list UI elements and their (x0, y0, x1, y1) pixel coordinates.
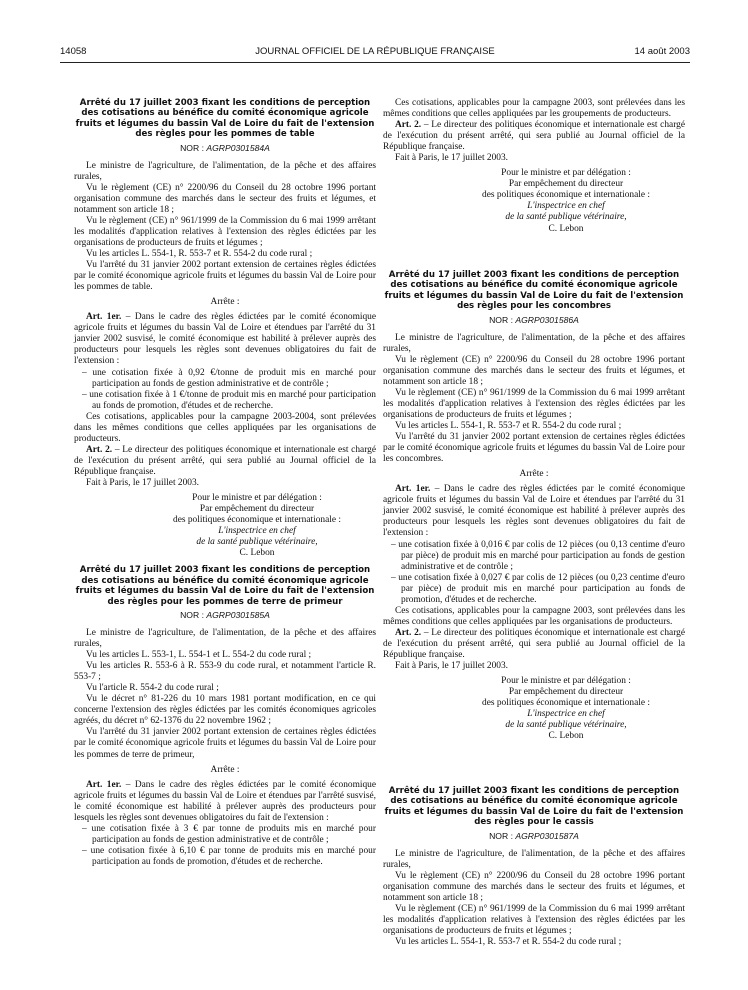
issue-date: 14 août 2003 (634, 46, 690, 57)
article-2: Art. 2. – Le directeur des politiques économique et internationale est chargé de l'exécution du présent arrêté, qui sera publié au Journal officiel de la République française. (383, 120, 685, 153)
paragraph: Vu le règlement (CE) n° 961/1999 de la Commission du 6 mai 1999 arrêtant les modalités d'application relatives à l'extension des règles édictées par les organisations de producteurs de fruits et légumes ; (383, 387, 685, 420)
paragraph: Ces cotisations, applicables pour la campagne 2003, sont prélevées dans les mêmes conditions que celles appliquées par les organisations de producteurs. (383, 605, 685, 627)
signature-block: Pour le ministre et par délégation : Par empêchement du directeur des politiques économique et internationale : L'inspectrice en chef de la santé publique vétérinaire, C. Lebon (383, 168, 685, 234)
header-rule (60, 62, 690, 63)
right-column-continuation (383, 98, 685, 235)
article-1: Art. 1er. – Dans le cadre des règles édictées par le comité économique agricole fruits et légumes du bassin Val de Loire et étendues par l'arrêté du 31 janvier 2002 susvisé, le comité économique est habilité à prélever auprès des producteurs pour lesquels les règles sont devenues obligatoires du fait de l'extension : (74, 312, 377, 367)
nor-reference: NOR : AGRP0301586A (489, 314, 579, 325)
paragraph: Vu les articles L. 554-1, R. 553-7 et R. 554-2 du code rural ; (86, 249, 313, 260)
bullet-item: – une cotisation fixée à 0,027 € par colis de 12 pièces (ou 0,23 centime d'euro par pièce) de produit mis en marché pour participation au fonds de promotion, d'études et de recherche. (391, 572, 685, 605)
paragraph: Ces cotisations, applicables pour la campagne 2003-2004, sont prélevées dans les mêmes conditions que celles appliquées par les organisations de producteurs. (74, 411, 376, 444)
paragraph: Vu le règlement (CE) n° 961/1999 de la Commission du 6 mai 1999 arrêtant les modalités d'application relatives à l'extension des règles édictées par les organisations de producteurs de fruits et légumes ; (383, 903, 685, 936)
arrete-title: Arrêté du 17 juillet 2003 fixant les conditions de perception des cotisations au bénéfice du comité économique agricole fruits et légumes du bassin Val de Loire du fait de l'extension des règles pour les pommes de table (75, 98, 375, 140)
paragraph: Vu le règlement (CE) n° 2200/96 du Conseil du 28 octobre 1996 portant organisation commune des marchés dans le secteur des fruits et légumes, et notamment son article 18 ; (383, 870, 685, 903)
paragraph: Le ministre de l'agriculture, de l'alimentation, de la pêche et des affaires rurales, (74, 627, 376, 650)
paragraph: Vu les articles L. 554-1, R. 553-7 et R. 554-2 du code rural ; (395, 421, 622, 432)
paragraph: Vu l'arrêté du 31 janvier 2002 portant extension de certaines règles édictées par le comité économique agricole fruits et légumes du bassin Val de Loire pour les pommes de table. (74, 260, 376, 293)
arrete-label: Arrête : (519, 469, 549, 480)
paragraph: Vu les articles R. 553-6 à R. 553-9 du code rural, et notamment l'article R. 553-7 ; (74, 661, 376, 683)
signatory-name: C. Lebon (548, 223, 584, 234)
paragraph: Le ministre de l'agriculture, de l'alimentation, de la pêche et des affaires rurales, (74, 160, 376, 182)
arrete-label: Arrête : (210, 297, 240, 308)
arrete-concombres (383, 270, 685, 742)
arrete-label: Arrête : (210, 764, 240, 775)
arrete-title: Arrêté du 17 juillet 2003 fixant les conditions de perception des cotisations au bénéfice du comité économique agricole fruits et légumes du bassin Val de Loire du fait de l'extension des règles pour les concombres (384, 270, 684, 312)
paragraph: Vu l'article R. 554-2 du code rural ; (86, 683, 219, 694)
bullet-item: – une cotisation fixée à 0,92 €/tonne de produit mis en marché pour participation au fonds de gestion administrative et de contrôle ; (82, 367, 376, 389)
paragraph: Vu l'arrêté du 31 janvier 2002 portant extension de certaines règles édictées par le comité économique agricole fruits et légumes du bassin Val de Loire pour les concombres. (383, 432, 685, 465)
bullet-item: – une cotisation fixée à 6,10 € par tonne de produits mis en marché pour participation au fonds de promotion, d'études et de recherche. (82, 845, 376, 867)
nor-reference: NOR : AGRP0301587A (489, 830, 579, 841)
signatory-name: C. Lebon (548, 731, 584, 742)
article-1: Art. 1er. – Dans le cadre des règles édictées par le comité économique agricole fruits et légumes du bassin Val de Loire et étendues par l'arrêté susvisé, le comité économique est habilité à prélever auprès des producteurs pour lesquels les règles sont devenues obligatoires du fait de l'extension : (74, 779, 377, 823)
signature-block: Pour le ministre et par délégation : Par empêchement du directeur des politiques économique et internationale : L'inspectrice en chef de la santé publique vétérinaire, C. Lebon (74, 493, 376, 559)
article-2: Art. 2. – Le directeur des politiques économique et internationale est chargé de l'exécution du présent arrêté, qui sera publié au Journal officiel de la République française. (74, 444, 376, 477)
paragraph: Vu le règlement (CE) n° 2200/96 du Conseil du 28 octobre 1996 portant organisation commune des marchés dans le secteur des fruits et légumes, et notamment son article 18 ; (383, 354, 685, 387)
paragraph: Vu les articles L. 554-1, R. 553-7 et R. 554-2 du code rural ; (395, 937, 622, 948)
paragraph: Vu l'arrêté du 31 janvier 2002 portant extension de certaines règles édictées par le comité économique agricole fruits et légumes du bassin Val de Loire pour les pommes de terre de primeur, (74, 727, 376, 760)
paragraph: Le ministre de l'agriculture, de l'alimentation, de la pêche et des affaires rurales, (383, 848, 685, 870)
paragraph: Vu le règlement (CE) n° 961/1999 de la Commission du 6 mai 1999 arrêtant les modalités d'application relatives à l'extension des règles édictées par les organisations de producteurs de fruits et légumes ; (74, 215, 376, 248)
left-column (74, 98, 376, 868)
signature-block: Pour le ministre et par délégation : Par empêchement du directeur des politiques économique et internationale : L'inspectrice en chef de la santé publique vétérinaire, C. Lebon (383, 676, 685, 742)
paragraph: Le ministre de l'agriculture, de l'alimentation, de la pêche et des affaires rurales, (383, 332, 685, 354)
paragraph: Vu le règlement (CE) n° 2200/96 du Conseil du 28 octobre 1996 portant organisation commune des marchés dans le secteur des fruits et légumes, et notamment son article 18 ; (74, 182, 376, 215)
arrete-title: Arrêté du 17 juillet 2003 fixant les conditions de perception des cotisations au bénéfice du comité économique agricole fruits et légumes du bassin Val de Loire du fait de l'extension des règles pour les pommes de terre de primeur (75, 565, 375, 607)
right-column-cassis (383, 786, 685, 948)
arrete-title: Arrêté du 17 juillet 2003 fixant les conditions de perception des cotisations au bénéfice du comité économique agricole fruits et légumes du bassin Val de Loire du fait de l'extension des règles pour le cassis (384, 786, 684, 828)
signed-place-date: Fait à Paris, le 17 juillet 2003. (395, 661, 509, 672)
bullet-item: – une cotisation fixée à 0,016 € par colis de 12 pièces (ou 0,13 centime d'euro par pièce) de produit mis en marché pour participation au fonds de gestion administrative et de contrôle ; (391, 539, 685, 572)
article-2: Art. 2. – Le directeur des politiques économique et internationale est chargé de l'exécution du présent arrêté, qui sera publié au Journal officiel de la République française. (383, 627, 685, 660)
paragraph: Ces cotisations, applicables pour la campagne 2003, sont prélevées dans les mêmes conditions que celles appliquées par les groupements de producteurs. (383, 98, 685, 120)
right-column-concombres (383, 270, 685, 742)
page-number: 14058 (60, 46, 87, 57)
signed-place-date: Fait à Paris, le 17 juillet 2003. (395, 153, 509, 164)
signed-place-date: Fait à Paris, le 17 juillet 2003. (86, 477, 200, 488)
page-header (60, 46, 690, 60)
article-1: Art. 1er. – Dans le cadre des règles édictées par le comité économique agricole fruits et légumes du bassin Val de Loire et étendues par l'arrêté du 31 janvier 2002 susvisé, le comité économique est habilité à prélever auprès des producteurs pour lesquels les règles sont devenues obligatoires du fait de l'extension : (383, 484, 686, 539)
arrete-pommes-de-terre-primeur (74, 565, 376, 868)
nor-reference: NOR : AGRP0301585A (180, 609, 270, 620)
bullet-item: – une cotisation fixée à 3 € par tonne de produits mis en marché pour participation au fonds de gestion administrative et de contrôle ; (82, 823, 376, 845)
paragraph: Vu les articles L. 553-1, L. 554-1 et L. 554-2 du code rural ; (86, 650, 312, 661)
signatory-name: C. Lebon (239, 548, 275, 559)
bullet-item: – une cotisation fixée à 1 €/tonne de produit mis en marché pour participation au fonds de promotion, d'études et de recherche. (82, 389, 376, 411)
arrete-pommes-de-table (74, 98, 376, 559)
journal-title: JOURNAL OFFICIEL DE LA RÉPUBLIQUE FRANÇAISE (255, 46, 495, 57)
arrete-cassis (383, 786, 685, 948)
paragraph: Vu le décret n° 81-226 du 10 mars 1981 portant modification, en ce qui concerne l'extension des règles édictées par les comités économiques agricoles agréés, du décret n° 62-1376 du 22 novembre 1962 ; (74, 694, 376, 727)
nor-reference: NOR : AGRP0301584A (180, 142, 270, 153)
